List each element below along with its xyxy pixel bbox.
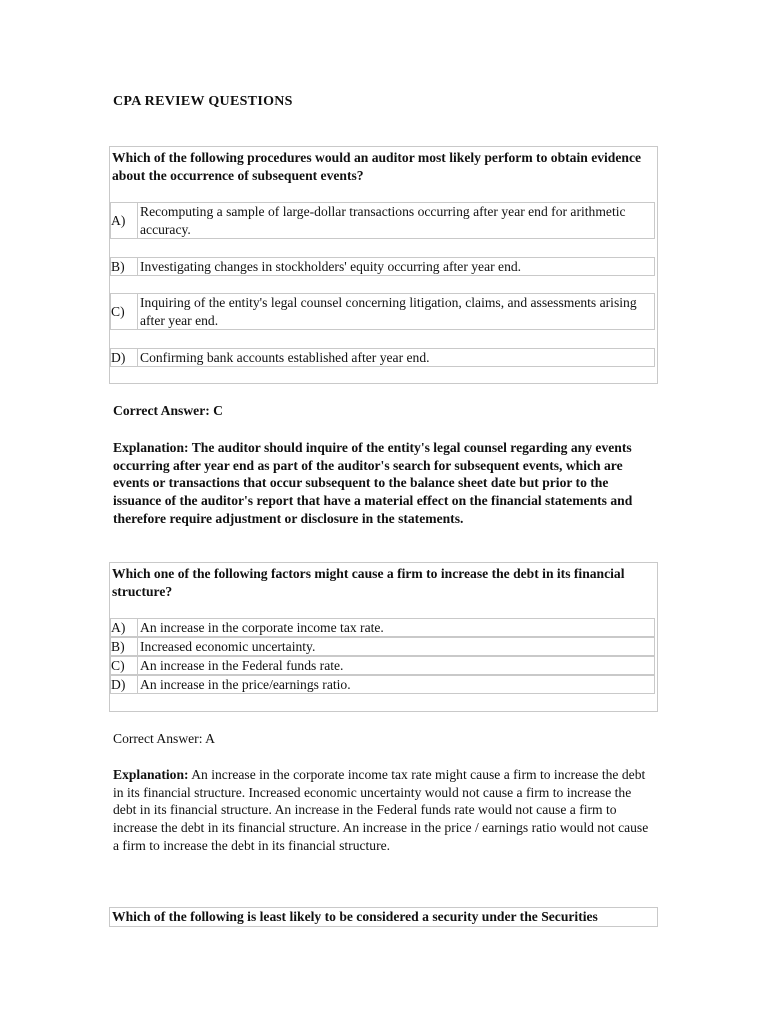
option-text: An increase in the corporate income tax rate. bbox=[137, 619, 654, 636]
question-1-option-b[interactable] bbox=[110, 257, 655, 276]
question-1-text: Which of the following procedures would an auditor most likely perform to obtain evidence about the occurrence of subsequent events? bbox=[112, 150, 642, 183]
question-2-answer: Correct Answer: A bbox=[113, 731, 215, 746]
explanation-label: Explanation: bbox=[113, 767, 189, 782]
option-letter: A) bbox=[111, 212, 126, 228]
option-text: Inquiring of the entity's legal counsel concerning litigation, claims, and assessments arising after year end. bbox=[137, 294, 654, 329]
option-text: Increased economic uncertainty. bbox=[137, 638, 654, 655]
question-1-option-c[interactable] bbox=[110, 293, 655, 330]
explanation-text: An increase in the corporate income tax rate might cause a firm to increase the debt in its financial structure. Increased economic uncertainty would not cause a firm to increase the debt in its financial structure. An increase in the Federal funds rate would not cause a firm to increase the debt in its financial structure. An increase in the price / earnings ratio would not cause a firm to increase the debt in its financial structure. bbox=[113, 767, 649, 853]
question-2-option-b[interactable] bbox=[110, 637, 655, 656]
question-2-option-c[interactable] bbox=[110, 656, 655, 675]
option-letter: B) bbox=[111, 638, 125, 654]
option-letter: A) bbox=[111, 619, 126, 635]
question-2-explanation bbox=[113, 766, 653, 855]
question-2-option-d[interactable] bbox=[110, 675, 655, 694]
question-2-box bbox=[109, 562, 658, 712]
option-letter: C) bbox=[111, 657, 125, 673]
option-text: Recomputing a sample of large-dollar transactions occurring after year end for arithmetic accuracy. bbox=[137, 203, 654, 238]
question-1-option-d[interactable] bbox=[110, 348, 655, 367]
option-letter: C) bbox=[111, 303, 125, 319]
option-text: An increase in the Federal funds rate. bbox=[137, 657, 654, 674]
question-3-text: Which of the following is least likely to be considered a security under the Securities bbox=[109, 907, 658, 927]
question-1-box bbox=[109, 146, 658, 384]
question-2-option-a[interactable] bbox=[110, 618, 655, 637]
option-letter: D) bbox=[111, 349, 126, 365]
question-1-option-a[interactable] bbox=[110, 202, 655, 239]
option-letter: D) bbox=[111, 676, 126, 692]
question-2-text: Which one of the following factors might cause a firm to increase the debt in its financial structure? bbox=[112, 566, 625, 599]
question-1-answer: Correct Answer: C bbox=[113, 403, 223, 418]
page-title: CPA REVIEW QUESTIONS bbox=[113, 94, 293, 109]
question-1-explanation: Explanation: The auditor should inquire of the entity's legal counsel regarding any events occurring after year end as part of the auditor's search for subsequent events, which are events or transactions that occur subsequent to the balance sheet date but prior to the issuance of the auditor's report that have a material effect on the financial statements and therefore require adjustment or disclosure in the statements. bbox=[113, 440, 633, 526]
option-text: Confirming bank accounts established after year end. bbox=[137, 349, 654, 366]
option-letter: B) bbox=[111, 258, 125, 274]
option-text: Investigating changes in stockholders' equity occurring after year end. bbox=[137, 258, 654, 275]
option-text: An increase in the price/earnings ratio. bbox=[137, 676, 654, 693]
